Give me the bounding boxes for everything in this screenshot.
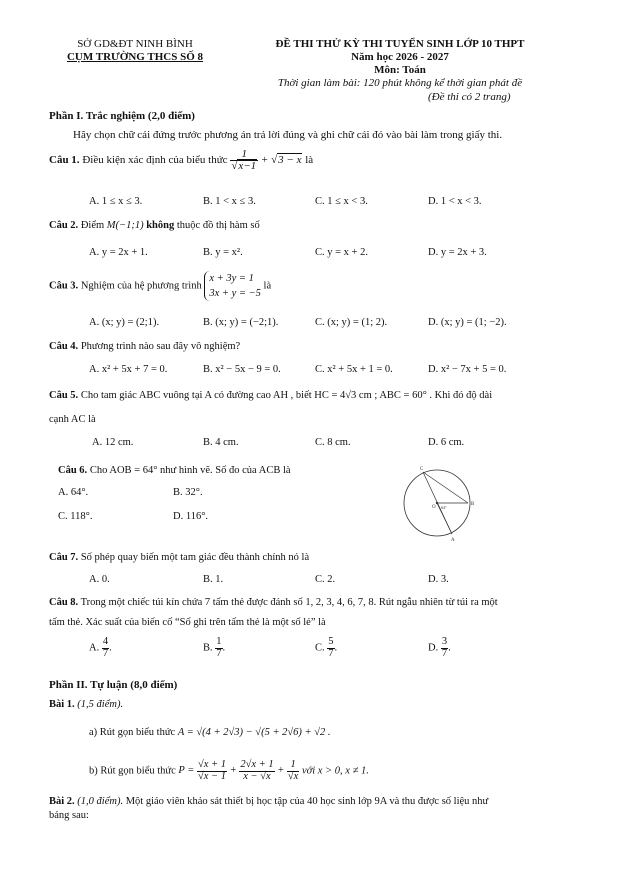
label-angle: 64° (441, 505, 447, 510)
label-b: B (471, 502, 475, 507)
q1-option-a[interactable]: A. 1 ≤ x ≤ 3. (89, 196, 143, 207)
denominator: 7 (216, 647, 222, 659)
subject: Môn: Toán (374, 64, 426, 76)
question-text: Cho AOB = 64° như hình vẽ. Số đo của ACB là (89, 465, 291, 476)
bai-1a (89, 727, 331, 738)
part2-title: Phần II. Tự luận (8,0 điểm) (49, 679, 178, 691)
question-text: Trong một chiếc túi kín chứa 7 tấm thẻ được đánh số 1, 2, 3, 4, 6, 7, 8. Rút ngẫu nhiên từ túi ra một (80, 597, 498, 608)
circle-figure (400, 462, 490, 544)
question-text: thuộc đồ thị hàm số (176, 220, 260, 231)
q2-option-d[interactable]: D. y = 2x + 3. (428, 247, 487, 258)
numerator: 4 (102, 636, 109, 647)
header-school-cluster: CỤM TRƯỜNG THCS SỐ 8 (66, 51, 204, 63)
option-letter: A. (89, 642, 100, 654)
condition: với x > 0, x ≠ 1. (301, 765, 369, 777)
question-text: Điểm (80, 220, 105, 231)
bai-1 (49, 699, 123, 710)
q6-option-a[interactable]: A. 64°. (58, 487, 89, 498)
question-8 (49, 597, 498, 608)
question-label: Câu 1. (49, 154, 80, 167)
question-text: Điều kiện xác định của biểu thức (82, 154, 228, 167)
q7-option-b[interactable]: B. 1. (203, 574, 224, 585)
q5-option-b[interactable]: B. 4 cm. (203, 437, 239, 448)
question-label: Câu 2. (49, 220, 79, 231)
question-5-continued: cạnh AC là (49, 414, 96, 425)
question-label: Câu 4. (49, 341, 79, 352)
q5-option-a[interactable]: A. 12 cm. (92, 437, 134, 448)
question-7 (49, 552, 309, 563)
q3-system (204, 271, 261, 301)
numerator: 5 (328, 636, 334, 647)
bai-1b (89, 760, 369, 782)
q7-option-d[interactable]: D. 3. (428, 574, 449, 585)
question-2 (49, 220, 260, 231)
question-label: Câu 5. (49, 390, 79, 401)
question-5 (49, 390, 492, 401)
q1-option-b[interactable]: B. 1 < x ≤ 3. (203, 196, 256, 207)
question-text: Cho tam giác ABC vuông tại A có đường cao AH , biết HC = 4√3 cm ; ABC = 60° . Khi đó độ dài (80, 390, 493, 401)
question-text: Phương trình nào sau đây vô nghiệm? (80, 341, 241, 352)
label-a: A (451, 538, 455, 543)
q3-option-a[interactable]: A. (x; y) = (2;1). (89, 317, 160, 328)
q8-option-d[interactable]: D. $\frac{3}{7}$ . (428, 636, 451, 659)
expression-a: A = √(4 + 2√3) − √(5 + 2√6) + √2 . (177, 727, 331, 738)
problem-points: (1,5 điểm). (77, 699, 124, 710)
label-c: C (420, 467, 424, 472)
question-tail: là (263, 280, 272, 292)
q4-option-b[interactable]: B. x² − 5x − 9 = 0. (203, 364, 281, 375)
problem-points: (1,0 điểm). (77, 796, 124, 807)
problem-label: Bài 2. (49, 796, 75, 807)
q4-option-c[interactable]: C. x² + 5x + 1 = 0. (315, 364, 393, 375)
question-3 (49, 271, 271, 301)
option-letter: B. (203, 642, 213, 654)
expression-p: P = $\frac{√x + 1}{√x - 1}$ + $\frac{2√x + 1}{x - √x}$ + $\frac{1}{√x}$ (178, 759, 299, 782)
part1-instruction: Hãy chọn chữ cái đứng trước phương án trả lời đúng và ghi chữ cái đó vào bài làm trong giấy thi. (73, 129, 503, 141)
problem-text: Một giáo viên khảo sát thiết bị học tập của 40 học sinh lớp 9A và thu được số liệu như (125, 796, 489, 807)
part1-title: Phần I. Trắc nghiệm (2,0 điểm) (49, 110, 195, 122)
q3-equation-2: 3x + y = −5 (209, 288, 261, 300)
q6-option-b[interactable]: B. 32°. (173, 487, 203, 498)
exam-title: ĐỀ THI THỬ KỲ THI TUYỂN SINH LỚP 10 THPT (275, 38, 525, 50)
denominator: 7 (441, 647, 448, 659)
numerator: 3 (441, 636, 448, 647)
q3-equation-1: x + 3y = 1 (209, 273, 254, 284)
question-text: Nghiệm của hệ phương trình (80, 280, 202, 292)
q2-option-c[interactable]: C. y = x + 2. (315, 247, 368, 258)
page-count-note: (Đề thi có 2 trang) (428, 91, 511, 103)
question-8-continued: tấm thẻ. Xác suất của biến cố “Số ghi trên tấm thẻ là một số lẻ” là (49, 617, 326, 628)
question-tail: là (305, 154, 314, 167)
q2-option-b[interactable]: B. y = x². (203, 247, 243, 258)
q6-option-d[interactable]: D. 116°. (173, 511, 209, 522)
school-year: Năm học 2026 - 2027 (351, 51, 449, 63)
q5-option-d[interactable]: D. 6 cm. (428, 437, 465, 448)
question-emphasis: không (146, 220, 175, 231)
header-department: SỞ GD&ĐT NINH BÌNH (77, 38, 193, 50)
q2-option-a[interactable]: A. y = 2x + 1. (89, 247, 148, 258)
q8-option-a[interactable]: A. $\frac{4}{7}$ . (89, 636, 112, 659)
q1-expression: $\frac{1}{√x-1}$ + √3 − x (231, 148, 302, 172)
numerator: 1 (216, 636, 222, 647)
label-o: O (432, 505, 436, 510)
segment-cb (423, 472, 468, 503)
question-label: Câu 8. (49, 597, 79, 608)
q6-option-c[interactable]: C. 118°. (58, 511, 93, 522)
q7-option-a[interactable]: A. 0. (89, 574, 110, 585)
question-label: Câu 6. (58, 465, 88, 476)
q3-option-d[interactable]: D. (x; y) = (1; −2). (428, 317, 507, 328)
denominator: 7 (102, 647, 109, 659)
center-point (436, 502, 438, 504)
q4-option-d[interactable]: D. x² − 7x + 5 = 0. (428, 364, 507, 375)
question-label: Câu 7. (49, 552, 79, 563)
time-limit: Thời gian làm bài: 120 phút không kể thời gian phát đề (277, 77, 523, 89)
bai-2 (49, 796, 488, 807)
q3-option-c[interactable]: C. (x; y) = (1; 2). (315, 317, 388, 328)
question-text: Số phép quay biến một tam giác đều thành chính nó là (80, 552, 310, 563)
q2-point: M(−1;1) (106, 220, 144, 231)
q8-option-b[interactable]: B. $\frac{1}{7}$ . (203, 636, 226, 659)
option-letter: C. (315, 642, 325, 654)
q1-option-c[interactable]: C. 1 ≤ x < 3. (315, 196, 368, 207)
q1-option-d[interactable]: D. 1 < x < 3. (428, 196, 482, 207)
problem-label: Bài 1. (49, 699, 75, 710)
q4-option-a[interactable]: A. x² + 5x + 7 = 0. (89, 364, 168, 375)
q7-option-c[interactable]: C. 2. (315, 574, 336, 585)
subquestion-text: a) Rút gọn biểu thức (89, 727, 176, 738)
q3-option-b[interactable]: B. (x; y) = (−2;1). (203, 317, 279, 328)
q8-option-c[interactable]: C. $\frac{5}{7}$ . (315, 636, 338, 659)
question-label: Câu 3. (49, 280, 79, 292)
question-4 (49, 341, 240, 352)
question-1 (49, 149, 313, 172)
subquestion-text: b) Rút gọn biểu thức (89, 765, 176, 777)
question-6 (58, 465, 291, 476)
q5-option-c[interactable]: C. 8 cm. (315, 437, 351, 448)
bai-2-continued: bảng sau: (49, 810, 89, 821)
denominator: 7 (328, 647, 334, 659)
option-letter: D. (428, 642, 439, 654)
